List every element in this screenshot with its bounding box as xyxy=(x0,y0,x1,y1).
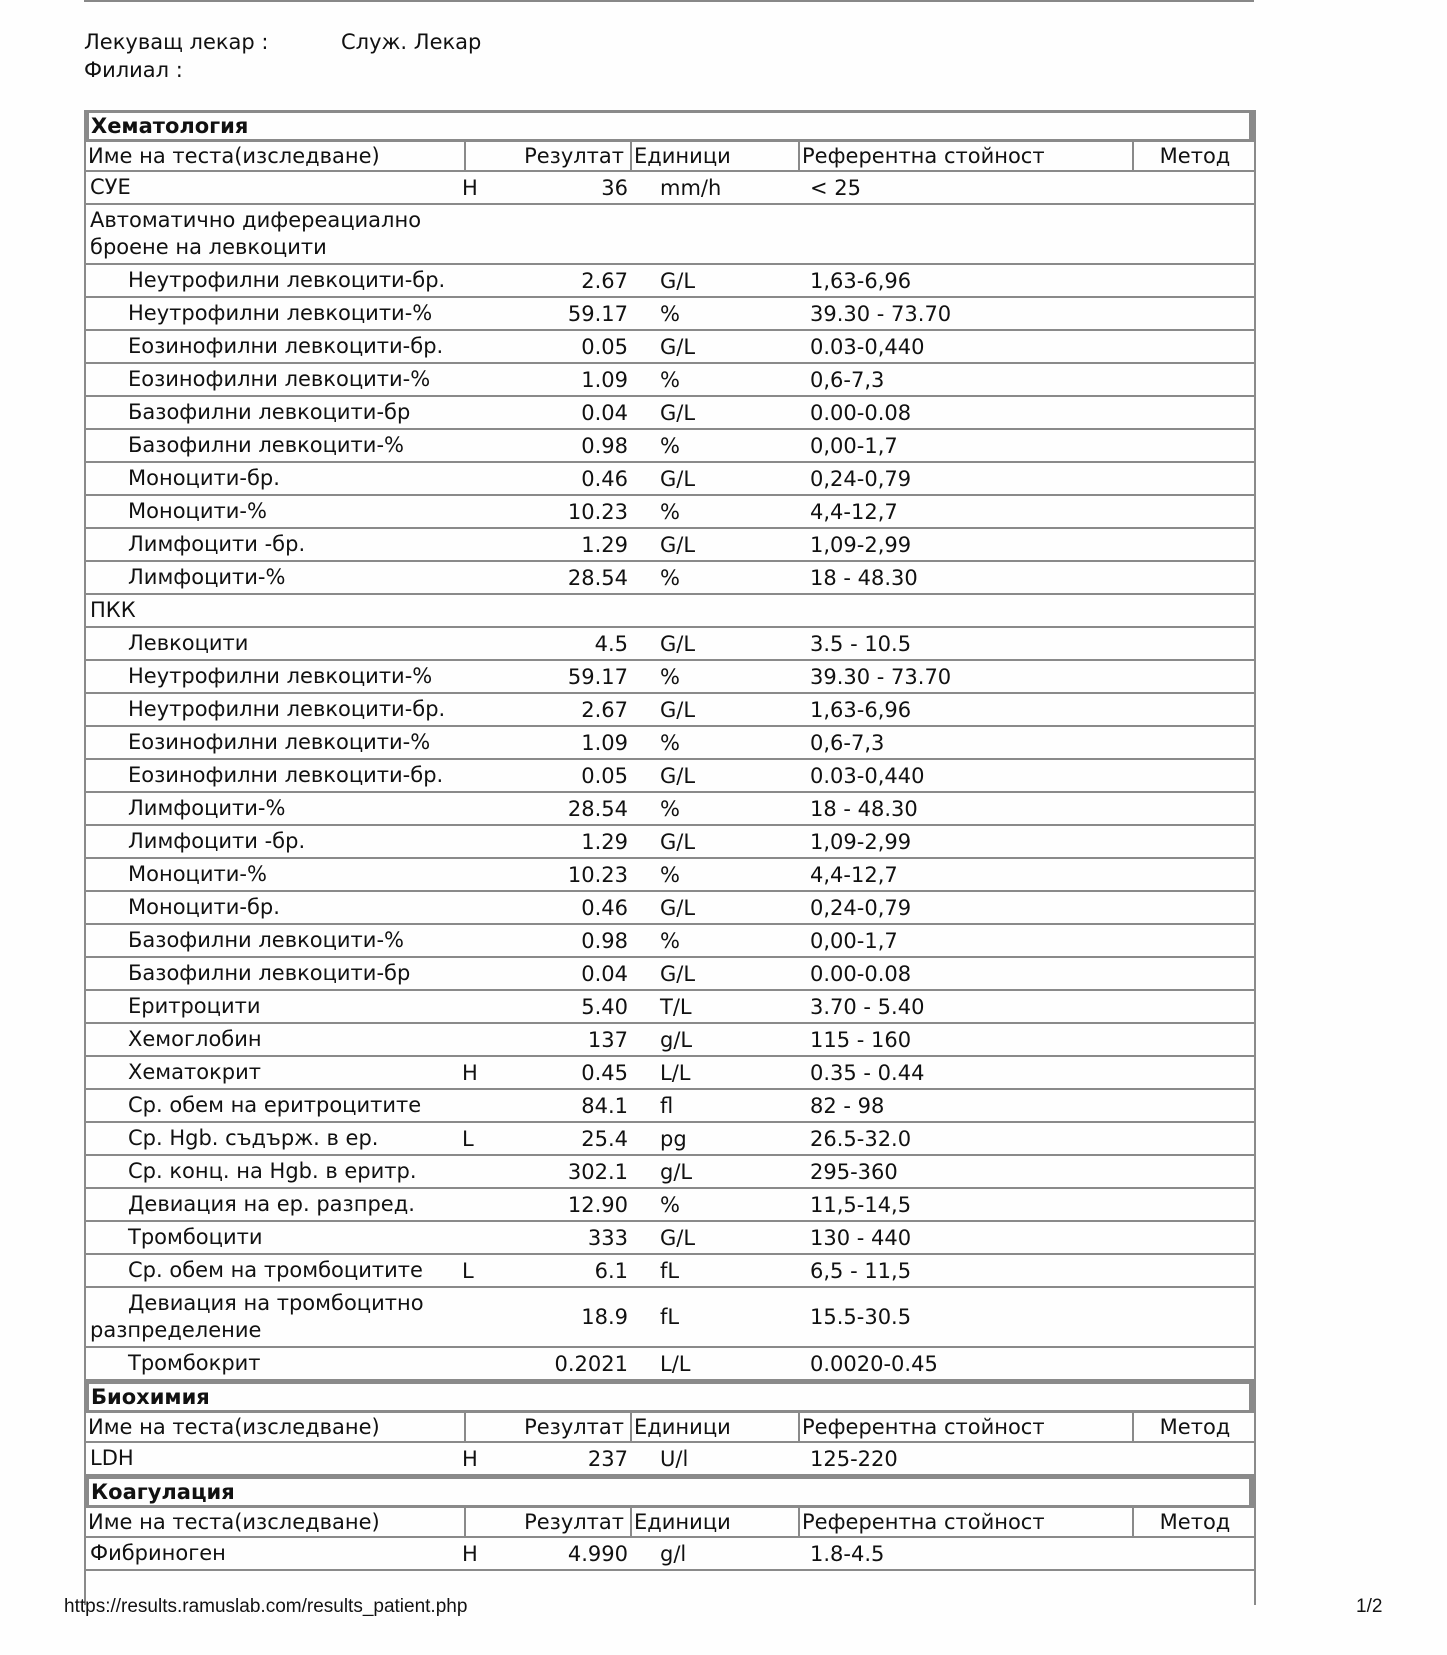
test-name: Ср. обем на еритроцитите xyxy=(128,1093,422,1117)
report-meta xyxy=(84,28,481,84)
reference-range: 0,6-7,3 xyxy=(810,367,885,392)
unit: G/L xyxy=(660,532,696,557)
test-name: Лимфоцити -бр. xyxy=(128,829,306,853)
result-value: 302.1 xyxy=(567,1159,628,1184)
col-result: Резултат xyxy=(466,1508,632,1536)
result-value: 5.40 xyxy=(581,994,628,1019)
cbc-rows xyxy=(86,628,1254,1288)
col-units: Единици xyxy=(632,1508,800,1536)
result-value: 28.54 xyxy=(567,565,628,590)
unit: G/L xyxy=(660,631,696,656)
table-row xyxy=(86,430,1254,463)
page-number: 1/2 xyxy=(1356,1596,1383,1617)
result-value: 1.09 xyxy=(581,730,628,755)
unit: % xyxy=(660,1192,680,1217)
reference-range: 295-360 xyxy=(810,1159,898,1184)
reference-range: 26.5-32.0 xyxy=(810,1126,912,1151)
test-name: Еозинофилни левкоцити-% xyxy=(128,730,431,754)
result-value: 0.04 xyxy=(581,961,628,986)
table-row xyxy=(86,694,1254,727)
table-row xyxy=(86,793,1254,826)
table-row xyxy=(86,397,1254,430)
test-name: Базофилни левкоцити-% xyxy=(128,928,404,952)
reference-range: 4,4-12,7 xyxy=(810,499,898,524)
table-row xyxy=(86,298,1254,331)
reference-range: 0,6-7,3 xyxy=(810,730,885,755)
hematology-column-header xyxy=(86,142,1254,172)
table-row xyxy=(86,1024,1254,1057)
unit: % xyxy=(660,367,680,392)
test-name: Ср. конц. на Hgb. в еритр. xyxy=(128,1159,417,1183)
section-coagulation-title: Коагулация xyxy=(86,1476,1254,1508)
flag: H xyxy=(462,1060,478,1085)
flag: H xyxy=(462,1541,478,1566)
col-name: Име на теста(изследване) xyxy=(86,1413,466,1441)
table-row xyxy=(86,826,1254,859)
coagulation-column-header xyxy=(86,1508,1254,1538)
unit: fL xyxy=(660,1258,680,1283)
unit: G/L xyxy=(660,961,696,986)
flag: H xyxy=(462,1446,478,1471)
result-value: 0.98 xyxy=(581,433,628,458)
results-report xyxy=(84,110,1256,1605)
test-name: Базофилни левкоцити-бр xyxy=(128,961,411,985)
unit: % xyxy=(660,565,680,590)
result-value: 1.29 xyxy=(581,532,628,557)
test-name: Моноцити-% xyxy=(128,499,267,523)
table-row xyxy=(86,1189,1254,1222)
group-cbc: ПКК xyxy=(86,595,1254,628)
test-name: Хемоглобин xyxy=(128,1027,262,1051)
result-value: 28.54 xyxy=(567,796,628,821)
result-value: 2.67 xyxy=(581,268,628,293)
test-name: Ср. обем на тромбоцитите xyxy=(128,1258,423,1282)
branch-label: Филиал : xyxy=(84,58,183,82)
reference-range: 18 - 48.30 xyxy=(810,796,918,821)
test-name: Неутрофилни левкоцити-бр. xyxy=(128,697,446,721)
test-name: Еритроцити xyxy=(128,994,261,1018)
unit: G/L xyxy=(660,466,696,491)
col-units: Единици xyxy=(632,142,800,170)
test-name: Еозинофилни левкоцити-% xyxy=(128,367,431,391)
result-value: 59.17 xyxy=(567,301,628,326)
col-reference: Референтна стойност xyxy=(800,142,1134,170)
result-value: 0.05 xyxy=(581,334,628,359)
result-value: 84.1 xyxy=(581,1093,628,1118)
result-value: 4.5 xyxy=(594,631,628,656)
reference-range: 0,00-1,7 xyxy=(810,433,898,458)
unit: pg xyxy=(660,1126,687,1151)
result-value: 1.29 xyxy=(581,829,628,854)
result-value: 0.05 xyxy=(581,763,628,788)
table-row: LDH H 237 U/l 125-220 xyxy=(86,1443,1254,1476)
diff-rows xyxy=(86,265,1254,595)
flag: H xyxy=(462,175,478,200)
flag: L xyxy=(462,1126,474,1151)
test-name: Неутрофилни левкоцити-бр. xyxy=(128,268,446,292)
col-name: Име на теста(изследване) xyxy=(86,1508,466,1536)
test-name: Еозинофилни левкоцити-бр. xyxy=(128,334,444,358)
doctor-row xyxy=(84,28,481,56)
reference-range: 0.35 - 0.44 xyxy=(810,1060,925,1085)
result-value: 10.23 xyxy=(567,499,628,524)
col-reference: Референтна стойност xyxy=(800,1508,1134,1536)
table-row xyxy=(86,925,1254,958)
unit: T/L xyxy=(660,994,692,1019)
table-row xyxy=(86,463,1254,496)
reference-range: 0.03-0,440 xyxy=(810,334,925,359)
table-row xyxy=(86,1123,1254,1156)
col-result: Резултат xyxy=(466,142,632,170)
doctor-value: Служ. Лекар xyxy=(341,30,482,54)
test-name: Девиация на ер. разпред. xyxy=(128,1192,415,1216)
test-name: Левкоцити xyxy=(128,631,249,655)
unit: % xyxy=(660,433,680,458)
unit: G/L xyxy=(660,400,696,425)
reference-range: 11,5-14,5 xyxy=(810,1192,912,1217)
col-method: Метод xyxy=(1159,1510,1231,1534)
table-row xyxy=(86,958,1254,991)
unit: % xyxy=(660,928,680,953)
table-row xyxy=(86,859,1254,892)
reference-range: 1,09-2,99 xyxy=(810,829,912,854)
result-value: 0.45 xyxy=(581,1060,628,1085)
unit: g/L xyxy=(660,1027,693,1052)
unit: % xyxy=(660,862,680,887)
result-value: 0.46 xyxy=(581,466,628,491)
test-name: Еозинофилни левкоцити-бр. xyxy=(128,763,444,787)
group-diff-count: Автоматично дифереациално броене на левкоцити xyxy=(86,205,1254,265)
section-biochemistry-title: Биохимия xyxy=(86,1381,1254,1413)
unit: % xyxy=(660,301,680,326)
unit: G/L xyxy=(660,829,696,854)
unit: G/L xyxy=(660,763,696,788)
footer-url: https://results.ramuslab.com/results_patient.php xyxy=(64,1596,468,1617)
test-name: Неутрофилни левкоцити-% xyxy=(128,664,433,688)
unit: G/L xyxy=(660,1225,696,1250)
top-rule xyxy=(84,0,1254,2)
table-row xyxy=(86,331,1254,364)
table-row xyxy=(86,496,1254,529)
table-row xyxy=(86,1156,1254,1189)
result-value: 0.04 xyxy=(581,400,628,425)
col-method: Метод xyxy=(1159,144,1231,168)
table-row xyxy=(86,1057,1254,1090)
reference-range: 39.30 - 73.70 xyxy=(810,301,952,326)
reference-range: 0.00-0.08 xyxy=(810,400,912,425)
col-reference: Референтна стойност xyxy=(800,1413,1134,1441)
table-row xyxy=(86,1255,1254,1288)
reference-range: 0.00-0.08 xyxy=(810,961,912,986)
test-name: Лимфоцити-% xyxy=(128,796,286,820)
result-value: 137 xyxy=(587,1027,628,1052)
unit: G/L xyxy=(660,697,696,722)
unit: % xyxy=(660,664,680,689)
unit: fl xyxy=(660,1093,674,1118)
test-name: Тромбоцити xyxy=(128,1225,263,1249)
result-value: 12.90 xyxy=(567,1192,628,1217)
result-value: 59.17 xyxy=(567,664,628,689)
test-name: Моноцити-бр. xyxy=(128,895,280,919)
table-row xyxy=(86,760,1254,793)
reference-range: 115 - 160 xyxy=(810,1027,912,1052)
table-row: Девиация на тромбоцитно разпределение 18.9 fL 15.5-30.5 xyxy=(86,1288,1254,1348)
result-value: 25.4 xyxy=(581,1126,628,1151)
reference-range: 1,63-6,96 xyxy=(810,268,912,293)
test-name: Базофилни левкоцити-% xyxy=(128,433,404,457)
table-row: Фибриноген H 4.990 g/l 1.8-4.5 xyxy=(86,1538,1254,1571)
table-row xyxy=(86,892,1254,925)
test-name: Ср. Hgb. съдърж. в ер. xyxy=(128,1126,379,1150)
branch-row xyxy=(84,56,481,84)
col-name: Име на теста(изследване) xyxy=(86,142,466,170)
reference-range: 1,09-2,99 xyxy=(810,532,912,557)
reference-range: 39.30 - 73.70 xyxy=(810,664,952,689)
table-row xyxy=(86,364,1254,397)
unit: L/L xyxy=(660,1060,691,1085)
table-row: СУЕ H 36 mm/h < 25 xyxy=(86,172,1254,205)
reference-range: 18 - 48.30 xyxy=(810,565,918,590)
reference-range: 0,24-0,79 xyxy=(810,895,912,920)
result-value: 0.46 xyxy=(581,895,628,920)
reference-range: 130 - 440 xyxy=(810,1225,912,1250)
reference-range: 6,5 - 11,5 xyxy=(810,1258,912,1283)
unit: % xyxy=(660,796,680,821)
table-row xyxy=(86,1222,1254,1255)
reference-range: 0,00-1,7 xyxy=(810,928,898,953)
col-method: Метод xyxy=(1159,1415,1231,1439)
table-row xyxy=(86,265,1254,298)
doctor-label: Лекуващ лекар : xyxy=(84,30,269,54)
table-row xyxy=(86,661,1254,694)
result-value: 2.67 xyxy=(581,697,628,722)
result-value: 6.1 xyxy=(594,1258,628,1283)
test-name: Базофилни левкоцити-бр xyxy=(128,400,411,424)
reference-range: 3.70 - 5.40 xyxy=(810,994,925,1019)
test-name: Моноцити-бр. xyxy=(128,466,280,490)
unit: % xyxy=(660,730,680,755)
table-row xyxy=(86,1090,1254,1123)
reference-range: 0,24-0,79 xyxy=(810,466,912,491)
table-row: Тромбокрит 0.2021 L/L 0.0020-0.45 xyxy=(86,1348,1254,1381)
reference-range: 1,63-6,96 xyxy=(810,697,912,722)
biochemistry-column-header xyxy=(86,1413,1254,1443)
flag: L xyxy=(462,1258,474,1283)
unit: g/L xyxy=(660,1159,693,1184)
reference-range: 82 - 98 xyxy=(810,1093,885,1118)
table-row xyxy=(86,562,1254,595)
unit: G/L xyxy=(660,334,696,359)
table-row xyxy=(86,529,1254,562)
test-name: Лимфоцити-% xyxy=(128,565,286,589)
test-name: Лимфоцити -бр. xyxy=(128,532,306,556)
table-row xyxy=(86,727,1254,760)
section-hematology-title: Хематология xyxy=(86,110,1254,142)
reference-range: 0.03-0,440 xyxy=(810,763,925,788)
result-value: 333 xyxy=(587,1225,628,1250)
col-units: Единици xyxy=(632,1413,800,1441)
result-value: 10.23 xyxy=(567,862,628,887)
test-name: Неутрофилни левкоцити-% xyxy=(128,301,433,325)
result-value: 0.98 xyxy=(581,928,628,953)
result-value: 1.09 xyxy=(581,367,628,392)
test-name: Моноцити-% xyxy=(128,862,267,886)
test-name: Хематокрит xyxy=(128,1060,261,1084)
unit: % xyxy=(660,499,680,524)
unit: G/L xyxy=(660,268,696,293)
reference-range: 4,4-12,7 xyxy=(810,862,898,887)
reference-range: 3.5 - 10.5 xyxy=(810,631,912,656)
unit: G/L xyxy=(660,895,696,920)
table-row xyxy=(86,628,1254,661)
col-result: Резултат xyxy=(466,1413,632,1441)
table-row xyxy=(86,991,1254,1024)
